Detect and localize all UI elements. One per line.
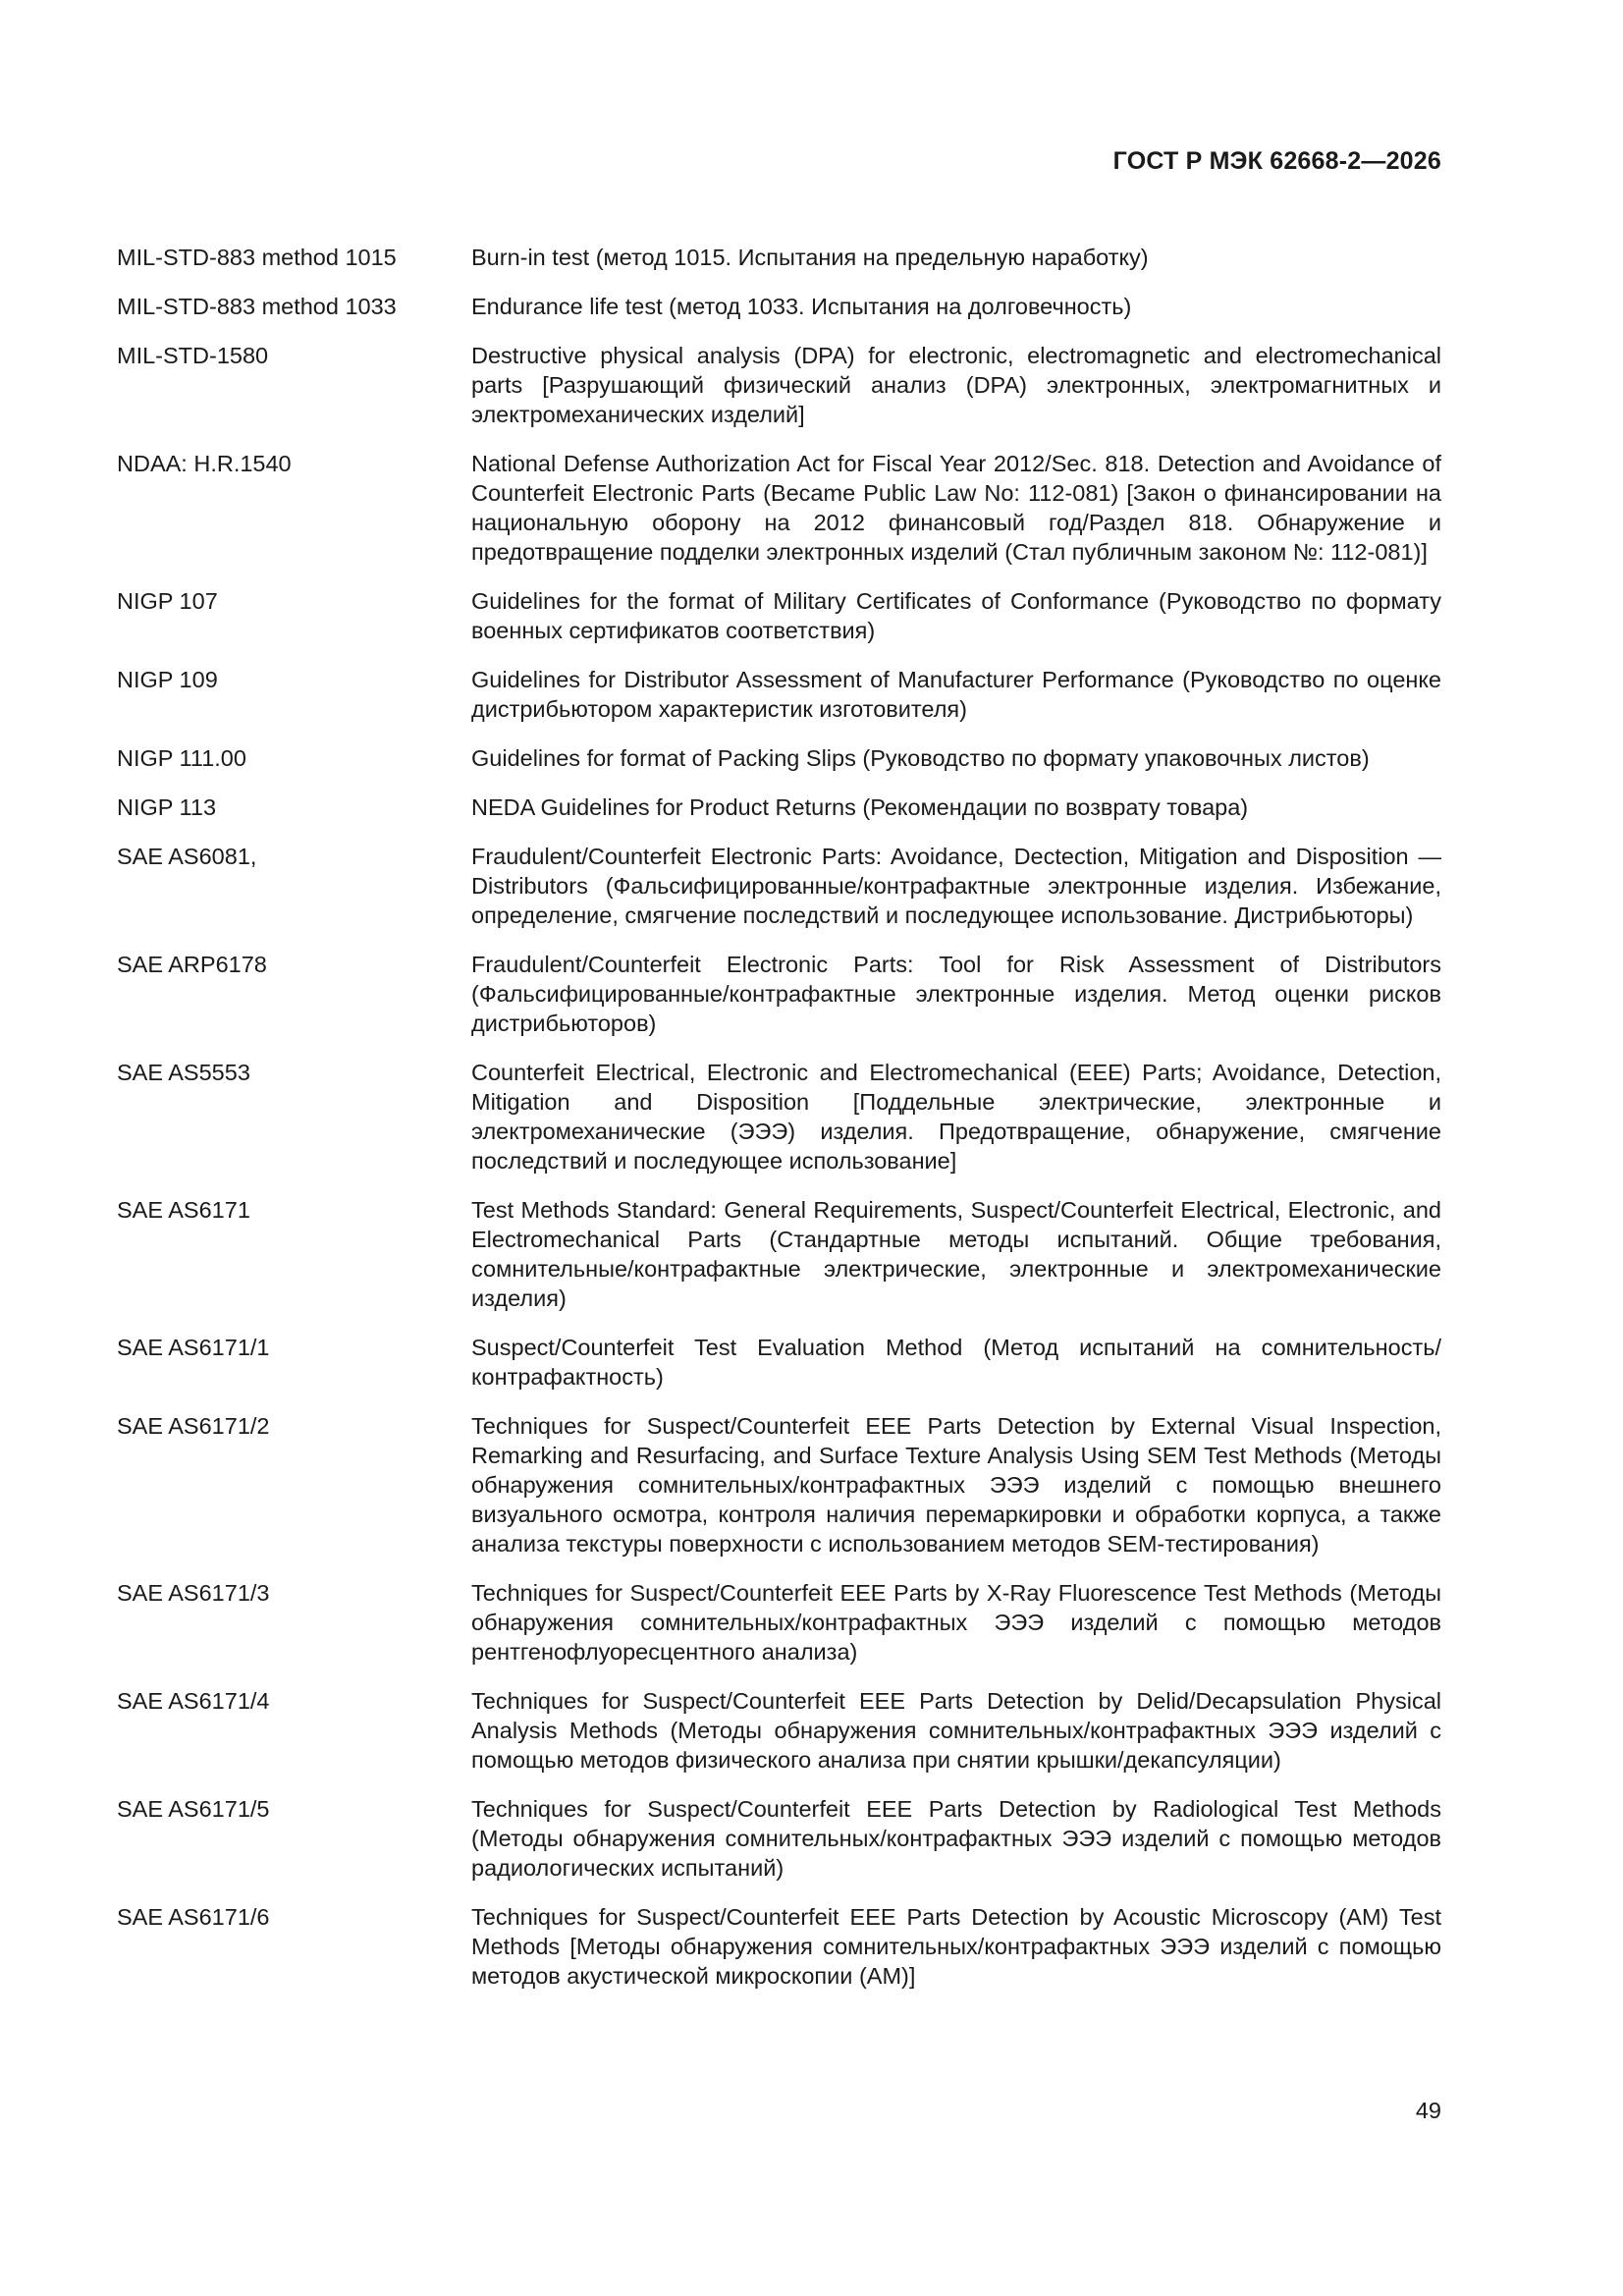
reference-description: Techniques for Suspect/Counterfeit EEE Parts Detection by Acoustic Microscopy (AM) Test Methods [Методы обнаружения сомнительных/контрафактных ЭЭЭ изделий с помощью методов акустической микроскопии (AM)] [471,1904,1441,1989]
reference-description: Techniques for Suspect/Counterfeit EEE Parts Detection by Delid/Decapsulation Physical Analysis Methods (Методы обнаружения сомнительных/контрафактных ЭЭЭ изделий с помощью методов физического анализа при снятии крышки/декапсуляции) [471,1688,1441,1773]
reference-code: SAE AS6171/4 [117,1688,270,1714]
reference-description: Guidelines for the format of Military Certificates of Conformance (Руководство по формату военных сертификатов соответствия) [471,588,1441,643]
list-item [117,1686,1441,1775]
reference-description: Techniques for Suspect/Counterfeit EEE Parts Detection by External Visual Inspection, Remarking and Resurfacing, and Surface Texture Analysis Using SEM Test Methods (Методы обнаружения сомнительных/контрафактных ЭЭЭ изделий с помощью внешнего визуального осмотра, контроля наличия перемаркировки и обработки корпуса, а также анализа текстуры поверхности с использованием методов SEM-тестирования) [471,1413,1441,1557]
list-item [117,743,1441,773]
reference-description: Guidelines for Distributor Assessment of Manufacturer Performance (Руководство по оценке дистрибьютором характеристик изготовителя) [471,667,1441,722]
reference-description: Destructive physical analysis (DPA) for electronic, electromagnetic and electromechanical parts [Разрушающий физический анализ (DPA) электронных, электромагнитных и электромеханических изделий] [471,343,1441,427]
list-item [117,292,1441,321]
list-item [117,1058,1441,1175]
list-item [117,586,1441,645]
reference-description: Endurance life test (метод 1033. Испытания на долговечность) [471,294,1132,319]
reference-code: MIL-STD-883 method 1033 [117,294,397,319]
reference-code: NIGP 111.00 [117,745,246,771]
reference-code: NIGP 113 [117,794,217,820]
reference-code: SAE AS6171/2 [117,1413,270,1439]
list-item [117,449,1441,567]
reference-description: Guidelines for format of Packing Slips (Руководство по формату упаковочных листов) [471,745,1370,771]
list-item [117,1333,1441,1392]
reference-code: SAE AS6171/3 [117,1580,270,1606]
list-item [117,341,1441,429]
reference-code: NDAA: H.R.1540 [117,451,292,476]
list-item [117,842,1441,930]
list-item [117,1578,1441,1667]
reference-code: SAE AS5553 [117,1060,250,1085]
page-number: 49 [1415,2098,1441,2123]
reference-code: MIL-STD-883 method 1015 [117,245,397,270]
reference-description: Fraudulent/Counterfeit Electronic Parts: Tool for Risk Assessment of Distributors (Фальсифицированные/контрафактные электронные изделия. Метод оценки рисков дистрибьюторов) [471,952,1441,1036]
reference-code: NIGP 109 [117,667,218,692]
list-item [117,243,1441,272]
bibliography-list [117,243,1441,2010]
reference-code: SAE AS6171/5 [117,1796,270,1822]
reference-description: Test Methods Standard: General Requirements, Suspect/Counterfeit Electrical, Electronic, and Electromechanical Parts (Стандартные методы испытаний. Общие требования, сомнительные/контрафактные электрические, электронные и электромеханические изделия) [471,1197,1441,1311]
reference-description: Techniques for Suspect/Counterfeit EEE Parts Detection by Radiological Test Methods (Методы обнаружения сомнительных/контрафактных ЭЭЭ изделий с помощью методов радиологических испытаний) [471,1796,1441,1881]
list-item [117,1902,1441,1991]
reference-code: MIL-STD-1580 [117,343,269,368]
reference-description: Burn-in test (метод 1015. Испытания на предельную наработку) [471,245,1149,270]
reference-description: Fraudulent/Counterfeit Electronic Parts: Avoidance, Dectection, Mitigation and Disposition — Distributors (Фальсифицированные/контрафактные электронные изделия. Избежание, определение, смягчение последствий и последующее использование. Дистрибьюторы) [471,844,1441,928]
list-item [117,665,1441,724]
reference-code: SAE ARP6178 [117,952,267,977]
reference-description: NEDA Guidelines for Product Returns (Рекомендации по возврату товара) [471,794,1249,820]
list-item [117,1195,1441,1313]
list-item [117,1411,1441,1558]
reference-description: Suspect/Counterfeit Test Evaluation Method (Метод испытаний на сомнительность/контрафактность) [471,1335,1441,1390]
list-item [117,950,1441,1038]
list-item [117,1794,1441,1883]
reference-description: Counterfeit Electrical, Electronic and Electromechanical (EEE) Parts; Avoidance, Detection, Mitigation and Disposition [Поддельные электрические, электронные и электромеханические (ЭЭЭ) изделия. Предотвращение, обнаружение, смягчение последствий и последующее использование] [471,1060,1441,1174]
reference-code: SAE AS6171 [117,1197,250,1223]
reference-description: National Defense Authorization Act for Fiscal Year 2012/Sec. 818. Detection and Avoidance of Counterfeit Electronic Parts (Became Public Law No: 112-081) [Закон о финансировании на национальную оборону на 2012 финансовый год/Раздел 818. Обнаружение и предотвращение подделки электронных изделий (Стал публичным законом №: 112-081)] [471,451,1441,565]
reference-code: NIGP 107 [117,588,218,614]
reference-code: SAE AS6081, [117,844,257,869]
list-item [117,793,1441,822]
reference-code: SAE AS6171/1 [117,1335,270,1360]
document-standard-id: ГОСТ Р МЭК 62668-2—2026 [1112,147,1441,175]
reference-description: Techniques for Suspect/Counterfeit EEE Parts by X-Ray Fluorescence Test Methods (Методы обнаружения сомнительных/контрафактных ЭЭЭ изделий с помощью методов рентгенофлуоресцентного анализа) [471,1580,1441,1665]
reference-code: SAE AS6171/6 [117,1904,270,1930]
